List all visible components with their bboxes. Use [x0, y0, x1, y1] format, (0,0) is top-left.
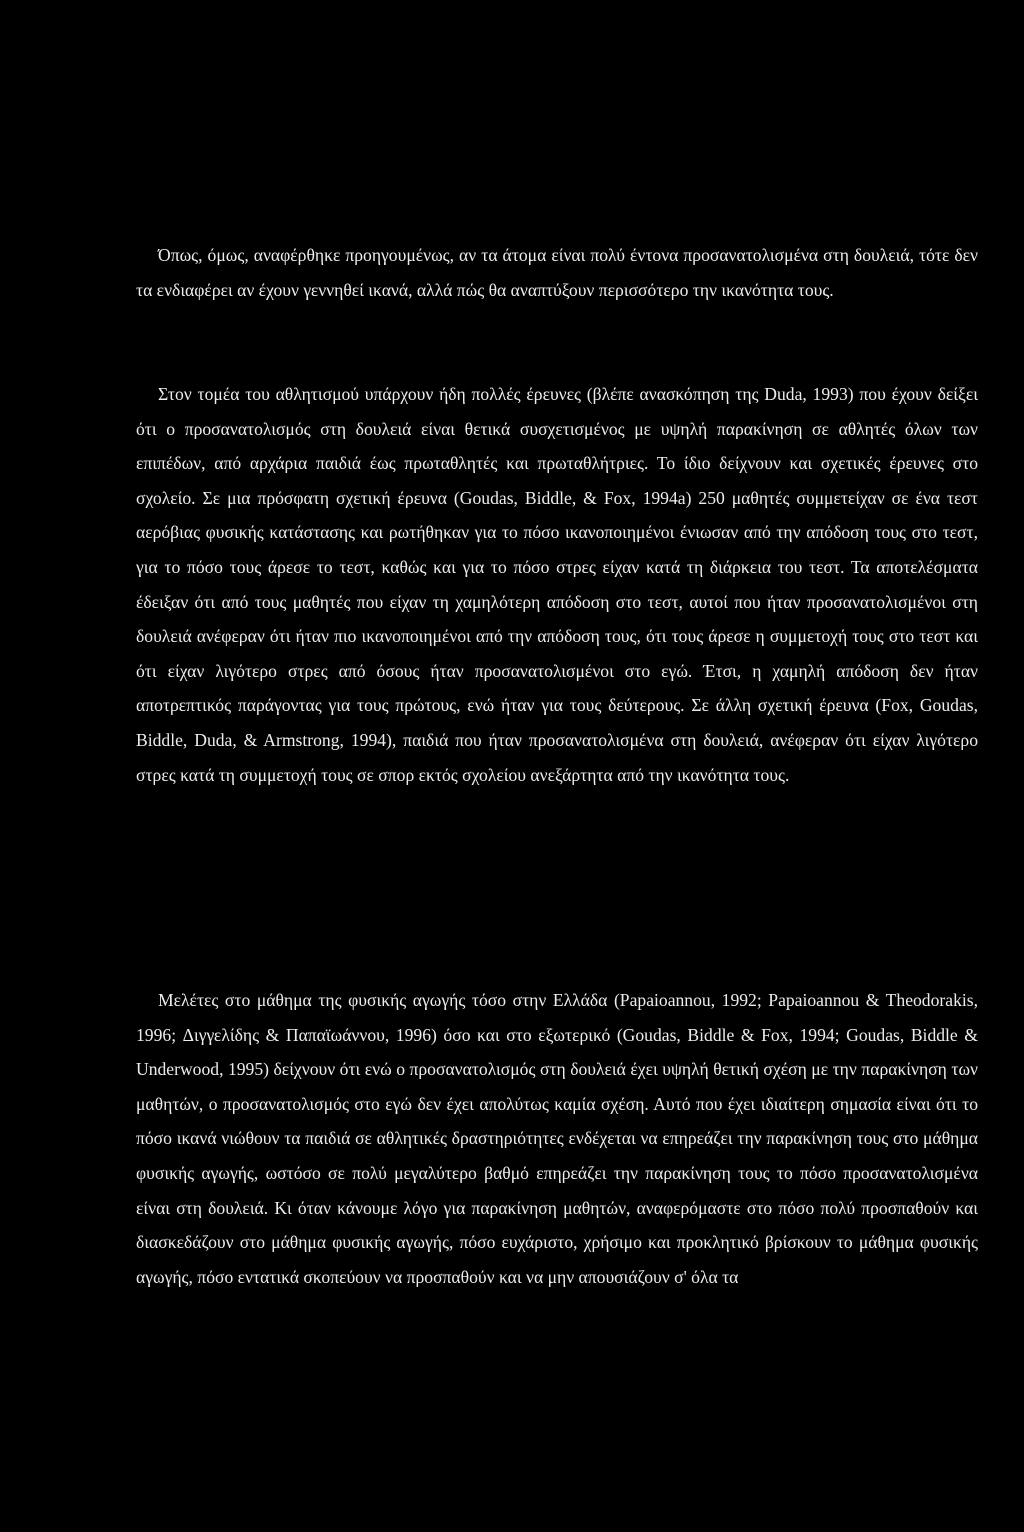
- paragraph-2: Στον τομέα του αθλητισμού υπάρχουν ήδη πολλές έρευνες (βλέπε ανασκόπηση της Duda, 1993) που έχουν δείξει ότι ο προσανατολισμός στη δουλειά είναι θετικά συσχετισμένος με υψηλή παρακίνηση σε αθλητές όλων των επιπέδων, από αρχάρια παιδιά έως πρωταθλητές και πρωταθλήτριες. Το ίδιο δείχνουν και σχετικές έρευνες στο σχολείο. Σε μια πρόσφατη σχετική έρευνα (Goudas, Biddle, & Fox, 1994a) 250 μαθητές συμμετείχαν σε ένα τεστ αερόβιας φυσικής κατάστασης και ρωτήθηκαν για το πόσο ικανοποιημένοι ένιωσαν από την απόδοση τους στο τεστ, για το πόσο τους άρεσε το τεστ, καθώς και για το πόσο στρες είχαν κατά τη διάρκεια του τεστ. Τα αποτελέσματα έδειξαν ότι από τους μαθητές που είχαν τη χαμηλότερη απόδοση στο τεστ, αυτοί που ήταν προσανατολισμένοι στη δουλειά ανέφεραν ότι ήταν πιο ικανοποιημένοι από την απόδοση τους, ότι τους άρεσε η συμμετοχή τους στο τεστ και ότι είχαν λιγότερο στρες από όσους ήταν προσανατολισμένοι στο εγώ. Έτσι, η χαμηλή απόδοση δεν ήταν αποτρεπτικός παράγοντας για τους πρώτους, ενώ ήταν για τους δεύτερους. Σε άλλη σχετική έρευνα (Fox, Goudas, Biddle, Duda, & Armstrong, 1994), παιδιά που ήταν προσανατολισμένα στη δουλειά, ανέφεραν ότι είχαν λιγότερο στρες κατά τη συμμετοχή τους σε σπορ εκτός σχολείου ανεξάρτητα από την ικανότητα τους.: [136, 384, 978, 785]
- paragraph-1: Όπως, όμως, αναφέρθηκε προηγουμένως, αν τα άτομα είναι πολύ έντονα προσανατολισμένα στη δουλειά, τότε δεν τα ενδιαφέρει αν έχουν γεννηθεί ικανά, αλλά πώς θα αναπτύξουν περισσότερο την ικανότητα τους.: [136, 245, 978, 300]
- paragraph-3: Μελέτες στο μάθημα της φυσικής αγωγής τόσο στην Ελλάδα (Papaioannou, 1992; Papaioannou & Theodorakis, 1996; Διγγελίδης & Παπαϊωάννου, 1996) όσο και στο εξωτερικό (Goudas, Biddle & Fox, 1994; Goudas, Biddle & Underwood, 1995) δείχνουν ότι ενώ ο προσανατολισμός στη δουλειά έχει υψηλή θετική σχέση με την παρακίνηση των μαθητών, ο προσανατολισμός στο εγώ δεν έχει απολύτως καμία σχέση. Αυτό που έχει ιδιαίτερη σημασία είναι ότι το πόσο ικανά νιώθουν τα παιδιά σε αθλητικές δραστηριότητες ενδέχεται να επηρεάζει την παρακίνηση τους στο μάθημα φυσικής αγωγής, ωστόσο σε πολύ μεγαλύτερο βαθμό επηρεάζει την παρακίνηση τους το πόσο προσανατολισμένα είναι στη δουλειά. Κι όταν κάνουμε λόγο για παρακίνηση μαθητών, αναφερόμαστε στο πόσο πολύ προσπαθούν και διασκεδάζουν στο μάθημα φυσικής αγωγής, πόσο ευχάριστο, χρήσιμο και προκλητικό βρίσκουν το μάθημα φυσικής αγωγής, πόσο εντατικά σκοπεύουν να προσπαθούν και να μην απουσιάζουν σ' όλα τα: [136, 990, 978, 1287]
